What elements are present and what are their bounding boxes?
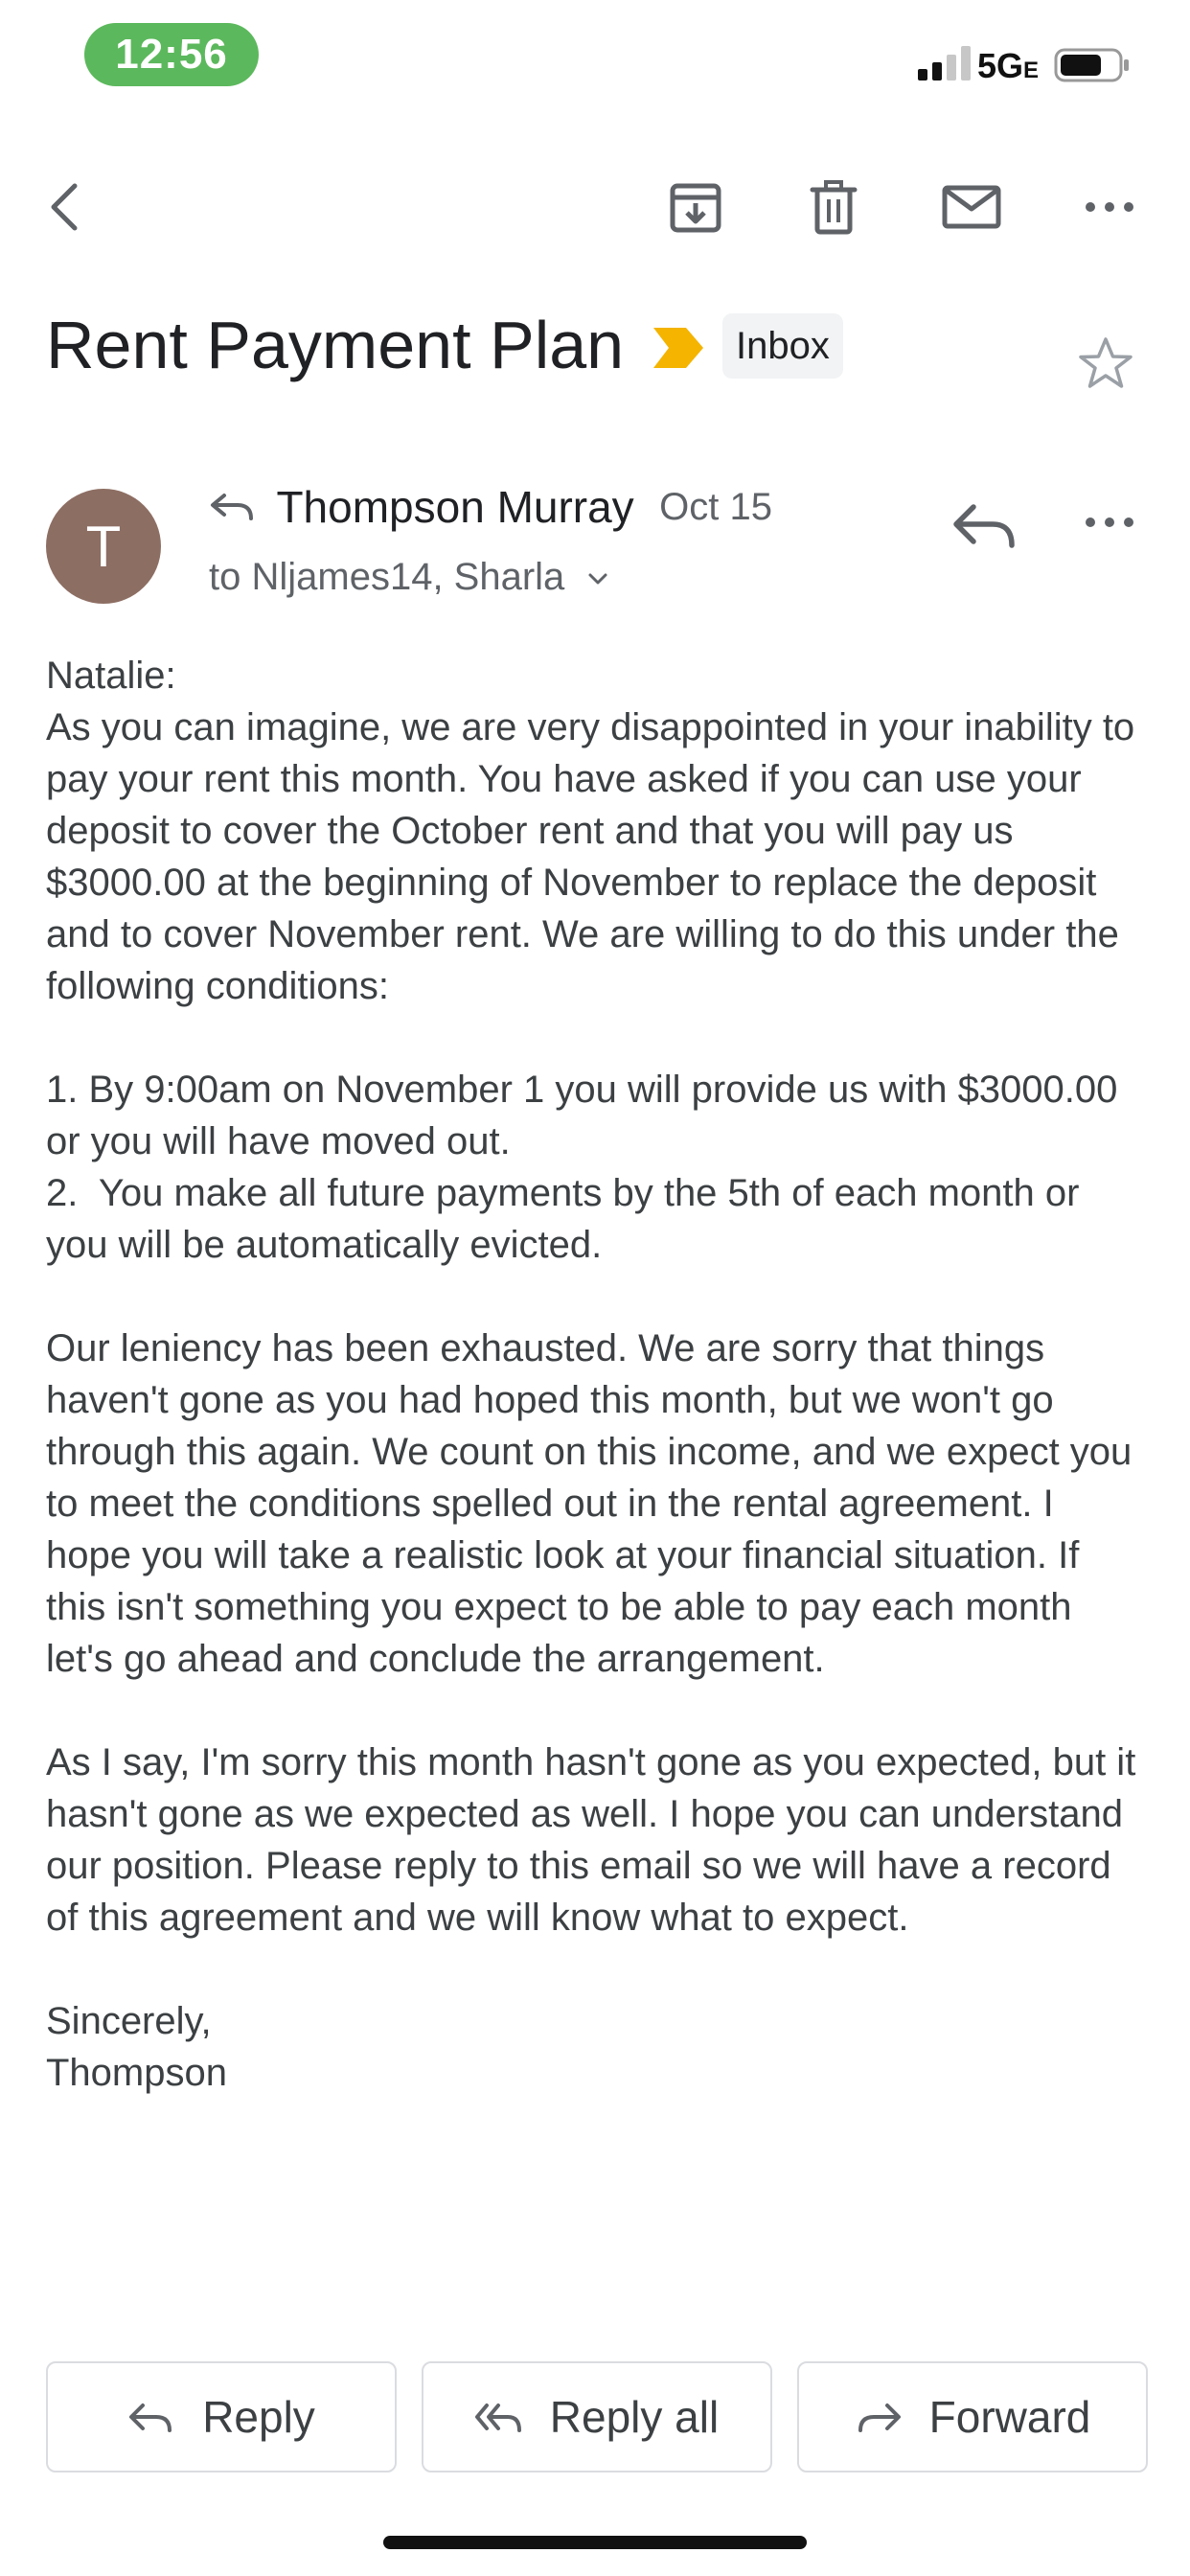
network-suffix: E (1023, 58, 1040, 83)
signal-strength-icon (918, 46, 972, 80)
status-bar (0, 0, 1190, 115)
email-subject: Rent Payment Plan (46, 308, 625, 382)
reply-icon[interactable] (949, 494, 1021, 561)
star-icon[interactable] (1075, 334, 1136, 395)
forward-button[interactable] (797, 2361, 1148, 2472)
inbox-label-badge[interactable]: Inbox (722, 313, 843, 379)
more-options-button[interactable] (1073, 171, 1146, 243)
body-paragraph: 1. By 9:00am on November 1 you will provide us with $3000.00 or you will have moved out. 2. You make all future payments by the 5th of each month or you will be automatically evicted. (46, 1069, 1118, 1266)
forward-button-label: Forward (928, 2392, 1091, 2442)
message-more-icon[interactable] (1081, 508, 1138, 537)
archive-icon (665, 176, 726, 238)
body-paragraph: As I say, I'm sorry this month hasn't gone as you expected, but it hasn't gone as we expected as well. I hope you can understand our position. Please reply to this email so we will have a record of this agreement and we will know what to expect. (46, 1741, 1147, 1939)
more-horizontal-icon (1079, 176, 1140, 238)
mail-icon (941, 176, 1002, 238)
sender-name[interactable]: Thompson Murray (276, 482, 634, 532)
body-paragraph: Our leniency has been exhausted. We are sorry that things haven't gone as you had hoped this month, but we won't go through this again. We count on this income, and we expect you to meet the conditions spelled out in the rental agreement. I hope you will take a realistic look at your financial situation. If this isn't something you expect to be able to pay each month let's go ahead and conclude the arrangement. (46, 1327, 1143, 1680)
delete-button[interactable] (797, 171, 870, 243)
reply-button[interactable] (46, 2361, 397, 2472)
back-arrow-icon (34, 176, 96, 238)
archive-button[interactable] (659, 171, 732, 243)
network-type (977, 46, 1039, 86)
reply-all-button[interactable] (422, 2361, 772, 2472)
recipients-toggle[interactable] (209, 556, 609, 599)
sender-avatar[interactable]: T (46, 489, 161, 604)
message-date: Oct 15 (659, 485, 772, 528)
home-indicator[interactable] (383, 2536, 807, 2549)
replied-icon (209, 488, 255, 526)
body-paragraph: Natalie: As you can imagine, we are very disappointed in your inability to pay your rent this month. You have asked if you can use your deposit to cover the October rent and that you will pay us $3000.00 at the beginning of November to replace the deposit and to cover November rent. We are willing to do this under the following conditions: (46, 655, 1135, 1007)
reply-button-label: Reply (202, 2392, 315, 2442)
body-paragraph: Sincerely, Thompson (46, 2000, 227, 2094)
message-body (46, 650, 1148, 2099)
reply-all-button-label: Reply all (549, 2392, 720, 2442)
recipients-text: to Nljames14, Sharla (209, 556, 565, 598)
importance-marker-icon[interactable] (652, 324, 705, 372)
network-label: 5G (977, 46, 1024, 85)
mark-unread-button[interactable] (935, 171, 1008, 243)
chevron-down-icon (586, 567, 609, 590)
status-time: 12:56 (84, 23, 259, 86)
message-actions (46, 2361, 1144, 2472)
back-button[interactable] (29, 171, 102, 243)
reply-all-icon (475, 2398, 523, 2436)
trash-icon (803, 176, 864, 238)
battery-icon (1054, 48, 1131, 82)
forward-icon (855, 2398, 903, 2436)
sender-row (209, 481, 772, 539)
email-toolbar (0, 153, 1190, 259)
subject-row (46, 307, 1148, 402)
reply-icon (127, 2398, 175, 2436)
